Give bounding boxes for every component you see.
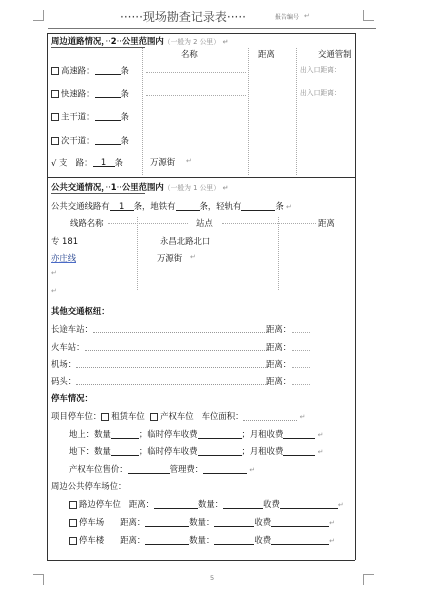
roads-col-control: 交通管制: [318, 49, 352, 59]
highway-count-field[interactable]: [95, 66, 121, 75]
page-number: 5: [210, 574, 215, 582]
branch-checked-icon[interactable]: √: [51, 157, 57, 168]
transit-col-stop: 站点: [196, 218, 213, 228]
highway-checkbox[interactable]: [51, 67, 59, 75]
transit-line-name: 专 181: [51, 236, 79, 246]
under-monthly-fee-field[interactable]: [283, 447, 315, 456]
public-parking-row-lot: 停车场 距离： 数量： 收费 ↵: [69, 518, 335, 527]
roads-col-divider: [248, 48, 249, 175]
road-row-highway: 高速路： 条: [51, 66, 129, 75]
transit-col-divider: [278, 217, 279, 290]
dotted-leader: [292, 332, 310, 333]
dotted-leader: [292, 384, 310, 385]
transit-line-count-row: 公共交通线路有 1 条，地铁有 条，轻轨有 条 ↵: [51, 201, 292, 211]
parking-section-title: 停车情况：: [51, 393, 93, 403]
street-qty-field[interactable]: [223, 500, 263, 509]
lot-distance-field[interactable]: [145, 518, 189, 527]
transit-radius-value: 1: [110, 182, 117, 192]
lot-qty-field[interactable]: [214, 518, 254, 527]
page-header-title: ······现场勘查记录表·····: [120, 10, 246, 24]
hub-row-train: 火车站：: [51, 343, 269, 351]
roads-col-divider: [142, 48, 143, 175]
paragraph-mark: ↵: [186, 157, 192, 165]
under-temp-fee-field[interactable]: [198, 447, 242, 456]
transit-col-distance: 距离: [318, 218, 335, 228]
rent-checkbox[interactable]: [101, 413, 109, 421]
road-row-secondary: 次干道： 条: [51, 136, 129, 145]
arterial-count-field[interactable]: [95, 112, 121, 121]
transit-title-underline: [51, 193, 145, 194]
garage-fee-field[interactable]: [271, 536, 329, 545]
ground-monthly-fee-field[interactable]: [283, 430, 315, 439]
street-distance-field[interactable]: [154, 500, 198, 509]
road-row-branch: √ 支 路： 1 条: [51, 157, 123, 168]
roads-col-divider: [296, 48, 297, 175]
paragraph-mark: ↵: [51, 269, 57, 277]
hub-row-airport: 机场：: [51, 360, 268, 368]
hub-row-port: 码头：: [51, 377, 268, 385]
street-fee-field[interactable]: [280, 500, 338, 509]
expressway-count-field[interactable]: [95, 89, 121, 98]
ground-qty-field[interactable]: [111, 430, 139, 439]
hub-distance-label: 距离：: [266, 324, 292, 334]
dotted-leader: [146, 72, 246, 73]
branch-road-name: 万源街: [150, 157, 176, 167]
hub-distance-label: 距离：: [266, 359, 292, 369]
parking-price-row: 产权车位售价： 管理费： ↵: [69, 464, 256, 474]
dotted-leader: [292, 367, 310, 368]
road-row-arterial: 主干道： 条: [51, 112, 129, 121]
table-border-right: [355, 33, 356, 560]
transit-line-stop: 永昌北路北口: [160, 236, 211, 246]
transit-section-title: 公共交通情况，··1··公里范围内（一般为 1 公里） ↵: [51, 182, 229, 192]
transit-line-stop: 万源街: [157, 253, 183, 263]
roads-title-underline: [51, 47, 145, 48]
street-parking-checkbox[interactable]: [69, 501, 77, 509]
transit-col-line: 线路名称: [70, 218, 104, 228]
public-parking-row-garage: 停车楼 距离： 数量： 收费 ↵: [69, 536, 335, 545]
light-rail-count-field[interactable]: [241, 202, 275, 211]
dotted-leader: [222, 223, 316, 224]
transit-col-divider: [137, 217, 138, 290]
report-number-label: 报告编号: [275, 14, 300, 21]
parking-area-field[interactable]: [243, 413, 297, 421]
garage-qty-field[interactable]: [214, 536, 254, 545]
table-border-top: [47, 33, 355, 34]
under-qty-field[interactable]: [111, 447, 139, 456]
table-border-mid: [47, 177, 355, 178]
arterial-checkbox[interactable]: [51, 113, 59, 121]
corner-mark: [33, 574, 44, 585]
paragraph-mark: ↵: [304, 12, 310, 20]
lot-parking-checkbox[interactable]: [69, 519, 77, 527]
dotted-leader: [108, 223, 188, 224]
hub-distance-label: 距离：: [266, 342, 292, 352]
bus-line-count-field[interactable]: 1: [110, 202, 134, 211]
expressway-checkbox[interactable]: [51, 90, 59, 98]
parking-underground-row: 地下：数量 ；临时停车收费 ；月租收费 ↵: [69, 446, 324, 456]
parking-type-row: 项目停车位： 租赁车位 产权车位 车位面积： ↵: [51, 411, 306, 421]
garage-distance-field[interactable]: [145, 536, 189, 545]
expressway-exit-distance: 出入口距离：: [300, 89, 341, 97]
ground-temp-fee-field[interactable]: [198, 430, 242, 439]
paragraph-mark: ↵: [51, 287, 57, 295]
table-border-left: [47, 33, 48, 560]
corner-mark: [33, 10, 44, 21]
own-checkbox[interactable]: [150, 413, 158, 421]
parking-ground-row: 地上：数量 ；临时停车收费 ；月租收费 ↵: [69, 429, 324, 439]
garage-parking-checkbox[interactable]: [69, 537, 77, 545]
table-border-bottom: [47, 560, 355, 561]
secondary-count-field[interactable]: [95, 136, 121, 145]
corner-mark: [363, 10, 374, 21]
road-row-expressway: 快速路： 条: [51, 89, 129, 98]
dotted-leader: [146, 95, 246, 96]
public-parking-label: 周边公共停车场位：: [51, 481, 127, 491]
hubs-section-title: 其他交通枢纽：: [51, 306, 110, 316]
roads-radius-value: 2: [110, 36, 117, 46]
hub-row-coach: 长途车站：: [51, 325, 269, 333]
secondary-checkbox[interactable]: [51, 137, 59, 145]
parking-price-field[interactable]: [128, 465, 170, 474]
branch-count-field[interactable]: 1: [93, 158, 115, 167]
corner-mark: [363, 574, 374, 585]
lot-fee-field[interactable]: [271, 518, 329, 527]
paragraph-mark: ↵: [190, 253, 196, 261]
roads-col-distance: 距离: [258, 49, 275, 59]
transit-line-name-link[interactable]: 亦庄线: [51, 253, 77, 263]
mgmt-fee-field[interactable]: [203, 465, 247, 474]
roads-col-name: 名称: [181, 49, 198, 59]
roads-section-title: 周边道路情况，··2··公里范围内（一般为 2 公里） ↵: [51, 36, 229, 46]
header-rule: [48, 28, 376, 29]
metro-count-field[interactable]: [176, 202, 200, 211]
hub-distance-label: 距离：: [266, 376, 292, 386]
public-parking-row-street: 路边停车位 距离： 数量： 收费 ↵: [69, 500, 344, 509]
dotted-leader: [292, 350, 310, 351]
highway-exit-distance: 出入口距离：: [300, 66, 341, 74]
